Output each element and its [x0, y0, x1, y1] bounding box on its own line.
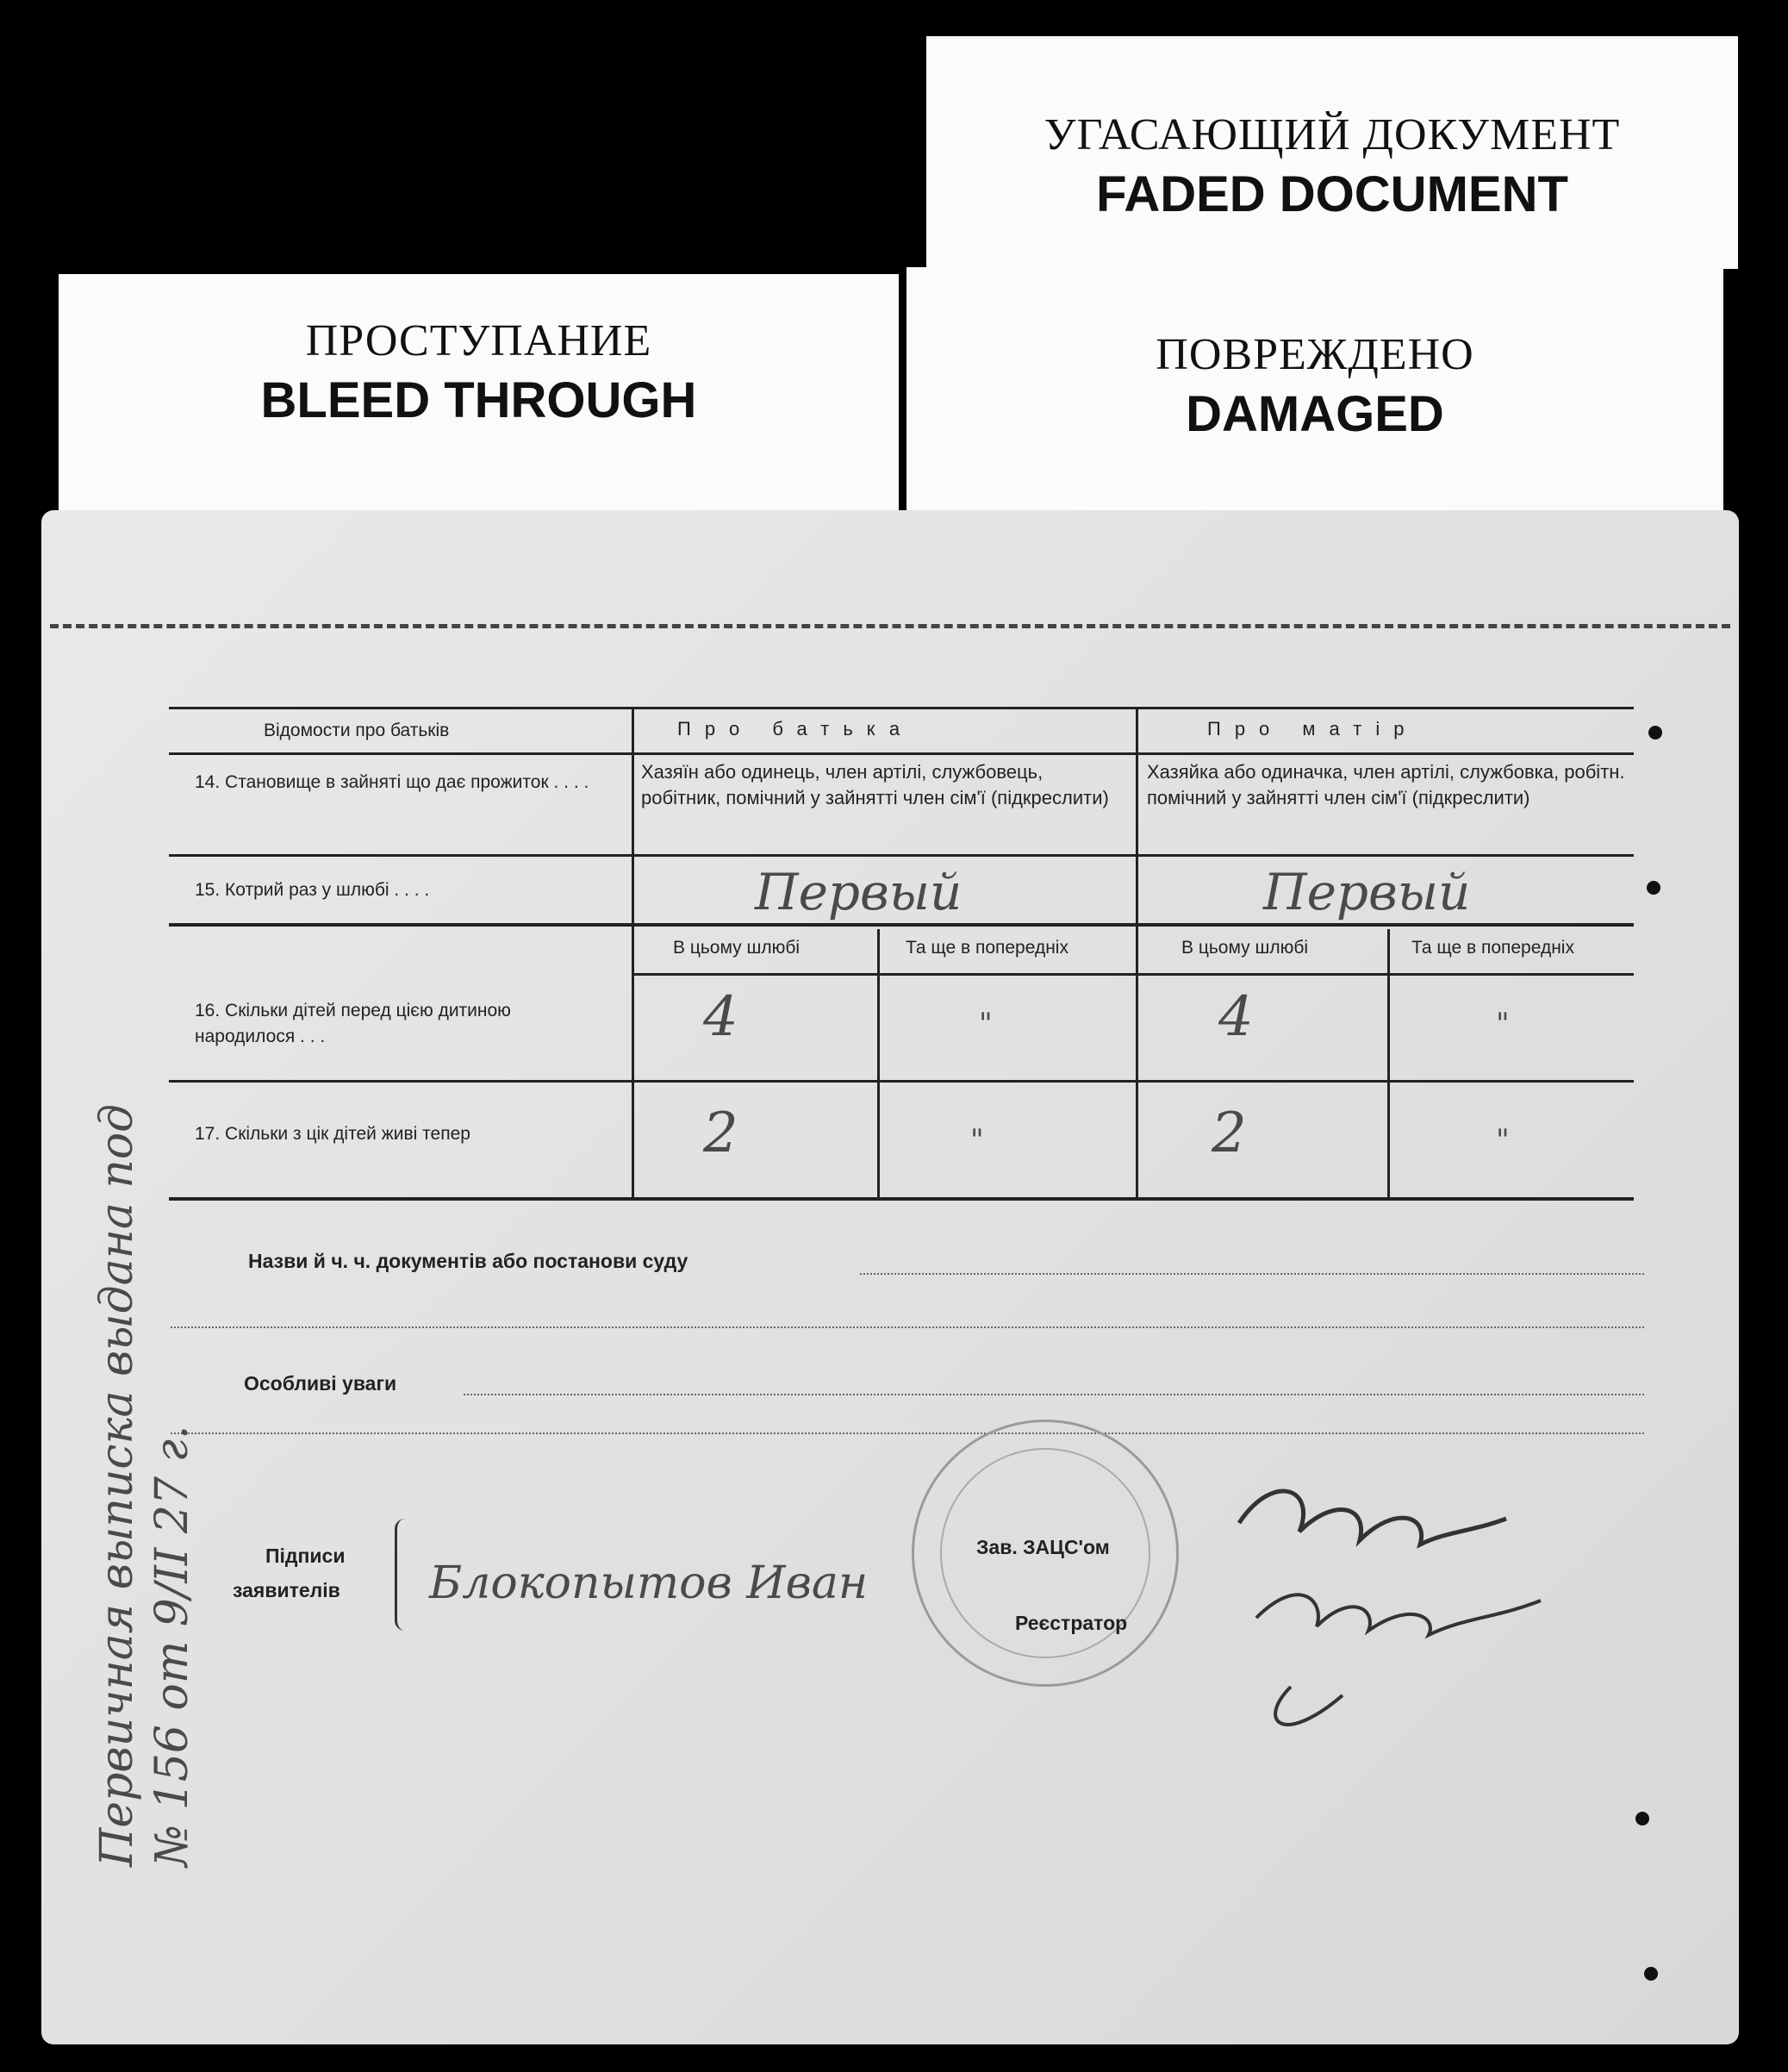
signatures-label-2: заявителів: [233, 1579, 340, 1601]
row14-label: 14. Становище в зайняті що дає прожиток . . . .: [195, 772, 589, 792]
row15-mother-value: Первый: [1263, 863, 1471, 921]
notes-line-2: [171, 1432, 1644, 1434]
official-signature: [1222, 1471, 1584, 1747]
row15-father-value: Первый: [755, 863, 963, 921]
row15-label: 15. Котрий раз у шлюбі . . . .: [195, 880, 430, 900]
punch-hole: [1635, 1812, 1649, 1825]
documents-line-2: [171, 1326, 1644, 1328]
row16-label: 16. Скільки дітей перед цією дитиною народилося . . .: [195, 1001, 511, 1046]
subheader-mother-this: В цьому шлюбі: [1181, 938, 1309, 958]
damaged-label-ru: ПОВРЕЖДЕНО: [1156, 330, 1474, 379]
header-parents-info: Відомости про батьків: [264, 721, 450, 740]
row14-father-options: Хазяїн або одинець, член артілі, службовець, робітник, помічний у зайнятті член сім'ї (підкреслити): [641, 761, 1109, 808]
notes-line: [464, 1394, 1644, 1395]
faded-document-label: [926, 36, 1738, 269]
header-father: Про батька: [677, 718, 914, 740]
subheader-mother-prev: Та ще в попередніх: [1411, 938, 1574, 958]
signatures-label-1: Підписи: [265, 1545, 346, 1567]
document-sheet: [41, 510, 1739, 2044]
row16-mother-this: 4: [1218, 985, 1254, 1049]
registrar-label: Реєстратор: [1015, 1612, 1128, 1634]
punch-hole: [1647, 881, 1660, 895]
faded-label-ru: УГАСАЮЩИЙ ДОКУМЕНТ: [1044, 110, 1621, 159]
perforation-line: [50, 624, 1730, 628]
bleed-label-en: BLEED THROUGH: [260, 372, 697, 428]
row17-mother-this: 2: [1212, 1102, 1247, 1165]
row16-mother-prev: ": [1496, 1007, 1510, 1041]
bleed-label-ru: ПРОСТУПАНИЕ: [305, 316, 652, 365]
applicant-signature: Блокопытов Иван: [429, 1557, 869, 1609]
row17-father-this: 2: [703, 1102, 738, 1165]
damaged-label: [906, 267, 1723, 526]
row16-father-prev: ": [979, 1007, 993, 1041]
documents-label: Назви й ч. ч. документів або постанови суду: [248, 1250, 688, 1272]
damaged-label-en: DAMAGED: [1186, 386, 1444, 442]
notes-label: Особливі уваги: [244, 1372, 397, 1395]
head-label: Зав. ЗАЦС'ом: [976, 1536, 1110, 1558]
parents-info-table: [169, 707, 1634, 1201]
row17-father-prev: ": [970, 1123, 984, 1158]
punch-hole: [1648, 726, 1662, 740]
subheader-father-prev: Та ще в попередніх: [906, 938, 1068, 958]
row17-label: 17. Скільки з цік дітей живі тепер: [195, 1124, 470, 1144]
header-mother: Про матір: [1207, 718, 1418, 740]
punch-hole: [1644, 1967, 1658, 1981]
documents-line: [860, 1273, 1644, 1275]
subheader-father-this: В цьому шлюбі: [673, 938, 801, 958]
row17-mother-prev: ": [1496, 1123, 1510, 1158]
margin-note: Первичная выписка выдана под № 156 от 9/II 27 г.: [91, 1103, 198, 1867]
bleed-through-label: [59, 274, 899, 533]
row14-mother-options: Хазяйка або одиначка, член артілі, службовка, робітн. помічний у зайнятті член сім'ї (підкреслити): [1147, 761, 1625, 808]
signatures-bracket: [395, 1519, 414, 1631]
row16-father-this: 4: [703, 985, 738, 1049]
faded-label-en: FADED DOCUMENT: [1096, 166, 1568, 222]
